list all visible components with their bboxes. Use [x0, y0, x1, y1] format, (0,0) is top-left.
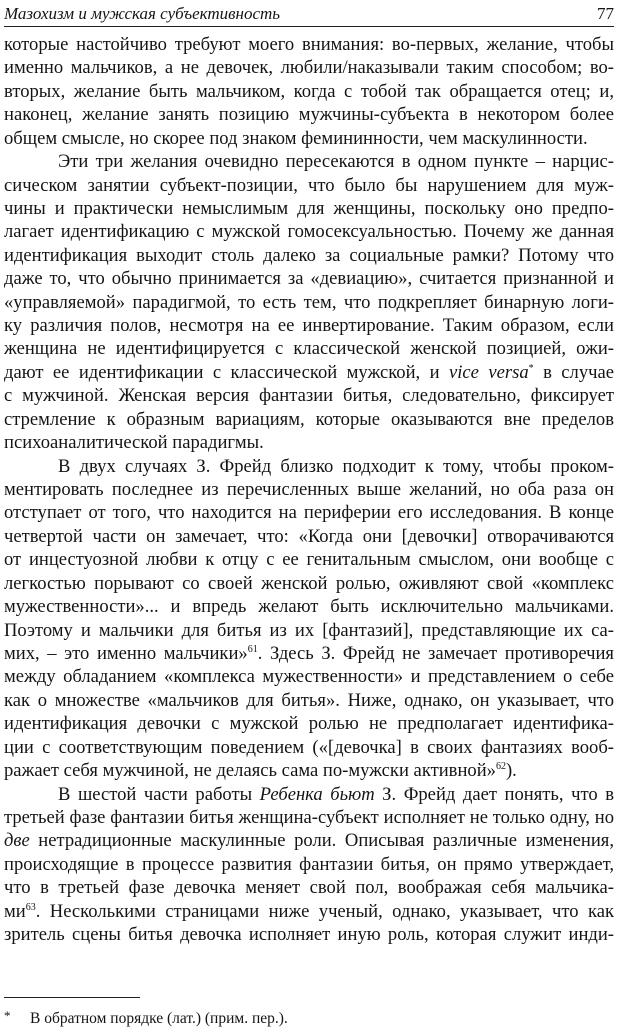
footnote-mark: *	[4, 1008, 11, 1023]
text-line: зритель сцены битья девочка исполняет иную роль, которая служит инди-	[4, 924, 614, 946]
text-line: которые настойчиво требуют моего внимания: во-первых, желание, чтобы	[4, 34, 614, 55]
text-line: ражает себя мужчиной, не делаясь сама по-мужски активной»$^{62}$).	[4, 760, 517, 782]
text-line: именно мальчиков, а не девочек, любили/наказывали таким способом; во-	[4, 57, 614, 79]
footnote-reference: 62	[495, 761, 506, 773]
paragraph	[4, 150, 614, 454]
body-text	[4, 33, 614, 946]
text-line: что в третьей фазе девочка меняет свой пол, воображая себя мальчика-	[4, 877, 614, 899]
text-line: ции с соответствующим поведением («[девочка] в своих фантазиях вооб-	[4, 736, 614, 758]
text-line: наконец, желание занять позицию мужчины-субъекта в некотором более	[4, 104, 614, 126]
text-line: В шестой части работы Ребенка бьют З. Фрейд дает понять, что в	[58, 783, 614, 805]
text-line: мужественности»... и впредь желают быть исключительно мальчиками.	[4, 596, 614, 618]
footnote-text: В обратном порядке (лат.) (прим. пер.).	[30, 1010, 288, 1027]
text-line: мих, – это именно мальчики»$^{61}$. Здесь З. Фрейд не замечает противоречия	[4, 642, 614, 664]
text-line: «управляемой» парадигмой, то есть тем, что подкрепляет бинарную логи-	[4, 291, 614, 313]
text-line: общем смысле, но скорее под знаком фемининности, чем маскулинности.	[4, 127, 588, 149]
text-line: В двух случаях З. Фрейд близко подходит к тому, чтобы проком-	[58, 455, 614, 477]
footnote-reference: 63	[25, 901, 36, 913]
text-line: легкостью порывают со своей женской ролью, оживляют свой «комплекс	[4, 572, 614, 594]
text-line: стремление к образным вариациям, которые оказываются вне пределов	[4, 408, 614, 430]
running-header	[4, 4, 614, 27]
italic-text: vice versa	[449, 361, 529, 383]
text-line: третьей фазе фантазии битья женщина-субъект исполняет не только одну, но	[4, 806, 614, 828]
text-line: ку различия полов, несмотря на ее инвертирование. Таким образом, если	[4, 315, 614, 337]
text-line: от инцестуозной любви к отцу с ее генитальным смыслом, они вообще с	[4, 549, 614, 571]
footnote-reference: *	[528, 362, 534, 374]
text-line: происходящие в процессе развития фантазии битья, он прямо утверждает,	[4, 853, 614, 875]
text-line: между обладанием «комплекса мужественности» и представлением о себе	[4, 666, 614, 688]
text-line: четвертой части он замечает, что: «Когда они [девочки] отворачиваются	[4, 525, 614, 547]
text-line: идентификация девочки с мужской ролью не предполагает идентифика-	[4, 713, 614, 735]
footnote-rule	[4, 997, 140, 998]
text-line: сическом занятии субъект-позиции, что было бы нарушением для муж-	[4, 174, 614, 196]
text-line: идентификация выходит столь далеко за социальные рамки? Потому что	[4, 244, 614, 266]
text-line: с мужчиной. Женская версия фантазии битья, следовательно, фиксирует	[4, 385, 614, 407]
page-number: 77	[597, 4, 614, 23]
text-line: Эти три желания очевидно пересекаются в одном пункте – нарцис-	[58, 151, 614, 173]
text-line: отступает от того, что находится на периферии его исследования. В конце	[4, 502, 614, 524]
text-line: лагает идентификацию с мужской гомосексуальностью. Почему же данная	[4, 221, 614, 243]
paragraph	[4, 33, 614, 150]
text-line: психоаналитической парадигмы.	[4, 432, 264, 454]
text-line: $ми^{63}$. Несколькими страницами ниже ученый, однако, указывает, что как	[4, 900, 614, 922]
text-line: женщина не идентифицируется с классической женской позицией, ожи-	[4, 338, 614, 360]
paragraph	[4, 783, 614, 947]
running-title: Мазохизм и мужская субъективность	[4, 4, 281, 23]
text-line: Поэтому и мальчики для битья из их [фантазий], представляющие их са-	[4, 619, 614, 641]
text-line: как о множестве «мальчиков для битья». Ниже, однако, он указывает, что	[4, 689, 614, 711]
footnote-reference: 61	[247, 643, 258, 655]
text-line: вторых, желание быть мальчиком, когда с тобой так обращается отец; и,	[4, 80, 614, 102]
italic-text: Ребенка бьют	[259, 783, 375, 805]
text-line: чины и практически немыслимым для женщины, поскольку оно предпо-	[4, 197, 614, 219]
italic-text: две	[4, 830, 30, 852]
text-line: дают ее идентификации с классической мужской, и vice versa* в случае	[4, 361, 614, 383]
paragraph	[4, 455, 614, 783]
text-line: ментировать последнее из перечисленных выше желаний, но оба раза он	[4, 479, 614, 501]
footnote	[4, 1006, 288, 1029]
text-line: даже то, что обычно принимается за «девиацию», считается признанной и	[4, 268, 614, 290]
text-line: две нетрадиционные маскулинные роли. Описывая различные изменения,	[4, 830, 614, 852]
